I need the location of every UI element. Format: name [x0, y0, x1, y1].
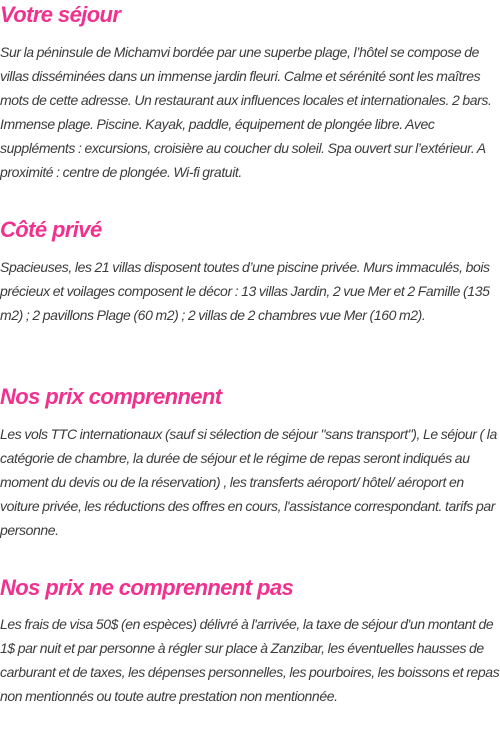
- section-body-votre-sejour: Sur la péninsule de Michamvi bordée par une superbe plage, l’hôtel se compose de villas disséminées dans un immense jardin fleuri. Calme et sérénité sont les maîtres mots de cette adresse. Un restaurant aux influences locales et internationales. 2 bars. Immense plage. Piscine. Kayak, paddle, équipement de plongée libre. Avec suppléments : excursions, croisière au coucher du soleil. Spa ouvert sur l’extérieur. A proximité : centre de plongée. Wi-fi gratuit.: [0, 44, 492, 180]
- section-body-nos-prix-ne-comprennent-pas: Les frais de visa 50$ (en espèces) délivré à l'arrivée, la taxe de séjour d'un montant de 1$ par nuit et par personne à régler sur place à Zanzibar, les éventuelles hausses de carburant et de taxes, les dépenses personnelles, les pourboires, les boissons et repas non mentionnés ou toute autre prestation non mentionnée.: [0, 616, 500, 704]
- section-body-nos-prix-comprennent: Les vols TTC internationaux (sauf si sélection de séjour "sans transport"), Le séjour ( la catégorie de chambre, la durée de séjour et le régime de repas seront indiqués au moment du devis ou de la réservation) , les transferts aéroport/ hôtel/ aéroport en voiture privée, les réductions des offres en cours, l'assistance correspondant. tarifs par personne.: [0, 426, 497, 538]
- section-title-cote-prive: Côté privé: [0, 217, 102, 242]
- section-body-cote-prive: Spacieuses, les 21 villas disposent toutes d’une piscine privée. Murs immaculés, bois précieux et voilages composent le décor : 13 villas Jardin, 2 vue Mer et 2 Famille (135 m2) ; 2 pavillons Plage (60 m2) ; 2 villas de 2 chambres vue Mer (160 m2).: [0, 259, 490, 323]
- section-title-nos-prix-ne-comprennent-pas: Nos prix ne comprennent pas: [0, 575, 294, 600]
- section-title-nos-prix-comprennent: Nos prix comprennent: [0, 384, 222, 409]
- section-title-votre-sejour: Votre séjour: [0, 2, 121, 27]
